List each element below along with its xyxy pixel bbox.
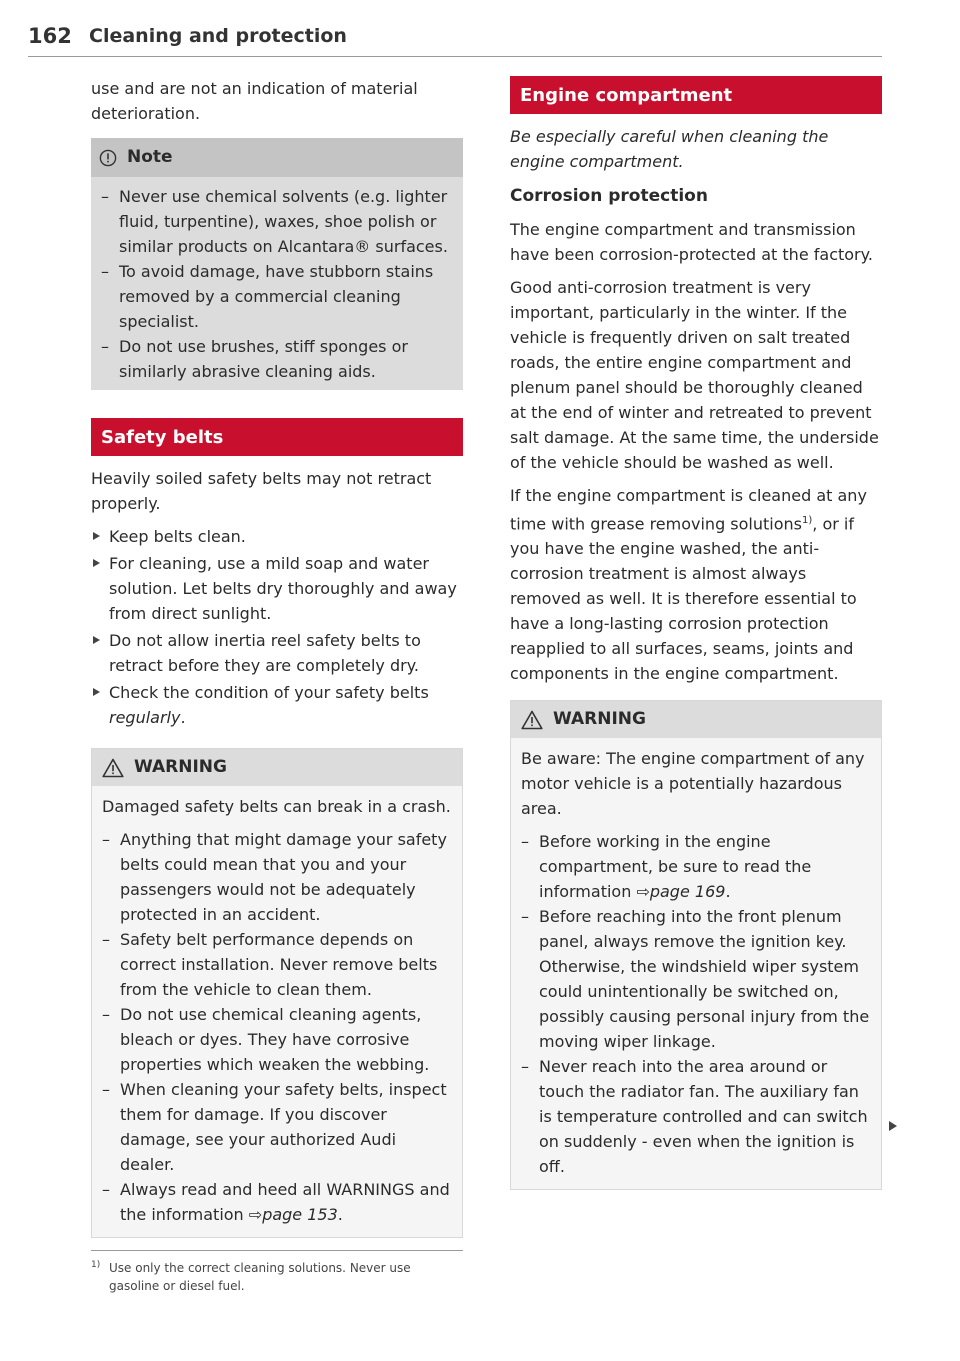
note-box: [91, 138, 463, 390]
warning-triangle-icon: [102, 758, 124, 778]
note-header: [91, 138, 463, 177]
engine-lead: Be especially careful when cleaning the engine compartment.: [510, 127, 829, 171]
step-arrow-icon: [93, 559, 100, 567]
warning-body: [511, 738, 881, 1189]
safety-belts-intro: Heavily soiled safety belts may not retract properly.: [91, 469, 432, 513]
step-item: Do not allow inertia reel safety belts to retract before they are completely dry.: [91, 628, 463, 678]
warning-body: [92, 786, 462, 1237]
section-heading-engine-compartment: Engine compartment: [510, 76, 882, 114]
step-item: Check the condition of your safety belts regularly.: [91, 680, 463, 730]
footnote-mark: 1): [91, 1260, 101, 1270]
warning-box-engine: [510, 700, 882, 1190]
engine-paragraph: Good anti-corrosion treatment is very important, particularly in the winter. If the vehicle is frequently driven on salt treated roads, the entire engine compartment and plenum panel should be thoroughly cleaned at the end of winter and retreated to prevent salt damage. At the same time, the underside of the vehicle should be washed as well.: [510, 278, 879, 472]
step-arrow-icon: [93, 688, 100, 696]
warning-item: – Anything that might damage your safety belts could mean that you and your passengers would not be adequately protected in an accident.: [102, 830, 447, 924]
continue-arrow-icon: [889, 1121, 897, 1131]
warning-item: – Safety belt performance depends on correct installation. Never remove belts from the vehicle to clean them.: [102, 930, 438, 999]
warning-heading: WARNING: [134, 757, 227, 777]
warning-item: – Always read and heed all WARNINGS and the information ⇨page 153.: [102, 1180, 450, 1224]
warning-intro: Be aware: The engine compartment of any motor vehicle is a potentially hazardous area.: [521, 749, 865, 819]
note-item: – To avoid damage, have stubborn stains removed by a commercial cleaning specialist.: [101, 262, 434, 331]
warning-triangle-icon: [521, 710, 543, 730]
note-item: – Never use chemical solvents (e.g. lighter fluid, turpentine), waxes, shoe polish or similar products on Alcantara® surfaces.: [101, 187, 448, 256]
warning-header: [511, 701, 881, 738]
safety-belts-steps: [91, 524, 463, 730]
footnote: [91, 1259, 463, 1295]
page-reference-link[interactable]: ⇨page 153: [248, 1205, 338, 1224]
warning-item: – Before reaching into the front plenum panel, always remove the ignition key. Otherwise, the windshield wiper system could unintentionally be switched on, possibly causing personal injury from the moving wiper linkage.: [521, 907, 870, 1052]
section-heading-safety-belts: Safety belts: [91, 418, 463, 456]
exclamation-circle-icon: [99, 149, 117, 167]
note-item: – Do not use brushes, stiff sponges or similarly abrasive cleaning aids.: [101, 337, 408, 381]
chapter-title: Cleaning and protection: [89, 25, 347, 47]
footnote-ref: 1): [802, 515, 813, 526]
warning-heading: WARNING: [553, 709, 646, 730]
warning-header: [92, 749, 462, 786]
note-heading: Note: [127, 147, 173, 167]
engine-paragraph: The engine compartment and transmission have been corrosion-protected at the factory.: [510, 220, 873, 264]
right-column: [510, 76, 882, 1190]
warning-item: – When cleaning your safety belts, inspect them for damage. If you discover damage, see your authorized Audi dealer.: [102, 1080, 447, 1174]
intro-paragraph: use and are not an indication of material deterioration.: [91, 79, 418, 123]
engine-paragraph: If the engine compartment is cleaned at any time with grease removing solutions$^{1)}$, or if you have the engine washed, the anti-corrosion treatment is almost always removed as well. It is therefore essential to have a long-lasting corrosion protection reapplied to all surfaces, seams, joints and components in the engine compartment.: [510, 486, 867, 684]
page-reference-link[interactable]: ⇨page 169: [636, 882, 726, 902]
step-arrow-icon: [93, 636, 100, 644]
footnote-text: Use only the correct cleaning solutions. Never use gasoline or diesel fuel.: [109, 1261, 411, 1293]
warning-item: – Before working in the engine compartment, be sure to read the information ⇨page 169.: [521, 832, 812, 902]
step-item: For cleaning, use a mild soap and water solution. Let belts dry thoroughly and away from direct sunlight.: [91, 551, 463, 626]
note-body: [91, 177, 463, 386]
page-number: 162: [28, 24, 72, 48]
page-header: [28, 24, 882, 57]
step-arrow-icon: [93, 532, 100, 540]
warning-intro: Damaged safety belts can break in a crash.: [102, 797, 451, 816]
warning-item: – Never reach into the area around or touch the radiator fan. The auxiliary fan is temperature controlled and can switch on suddenly - even when the ignition is off.: [521, 1057, 868, 1177]
warning-item: – Do not use chemical cleaning agents, bleach or dyes. They have corrosive properties which weaken the webbing.: [102, 1005, 430, 1074]
left-column: [91, 76, 463, 1238]
subheading-corrosion-protection: Corrosion protection: [510, 186, 708, 206]
warning-box-safety-belts: [91, 748, 463, 1238]
footnote-divider: [91, 1250, 463, 1251]
step-item: Keep belts clean.: [91, 524, 463, 549]
